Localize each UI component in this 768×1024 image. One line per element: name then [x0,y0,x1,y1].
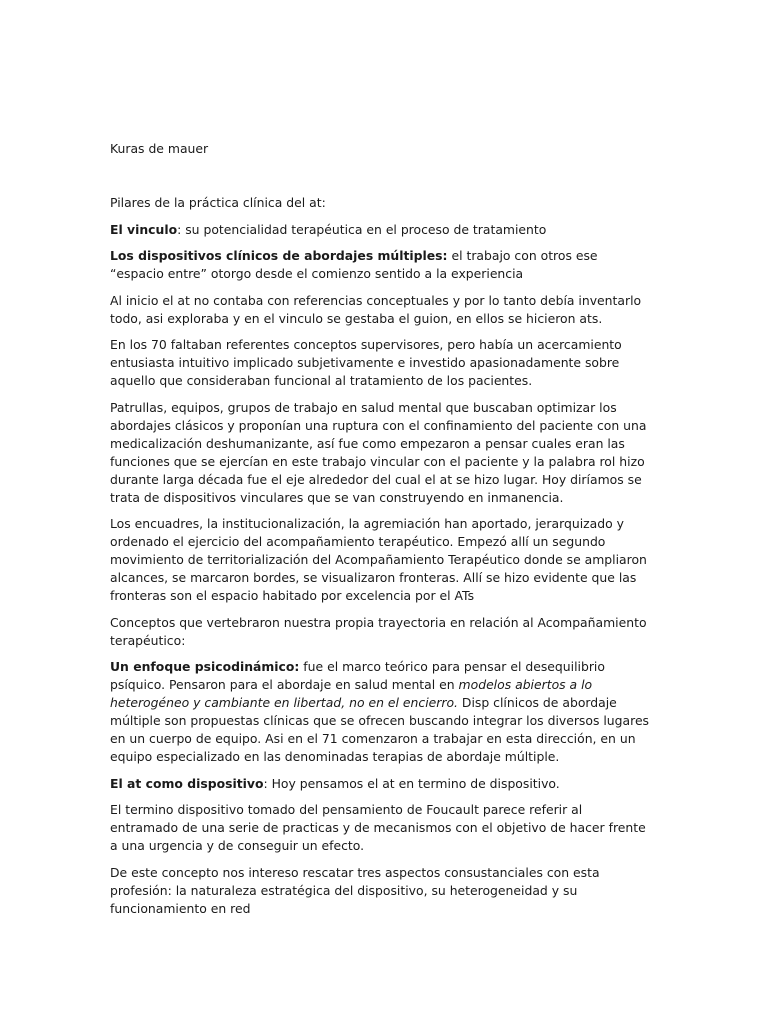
paragraph-dispositivos-text: el trabajo con otros ese “espacio entre” otorgo desde el comienzo sentido a la experiencia [110,248,598,281]
paragraph-dispositivos [110,247,650,283]
paragraph-enfoque [110,658,650,766]
paragraph-at-dispositivo-text: : Hoy pensamos el at en termino de dispositivo. [263,775,560,791]
term-dispositivos: Los dispositivos clínicos de abordajes múltiples: [110,248,448,263]
paragraph-conceptos: Conceptos que vertebraron nuestra propia trayectoria en relación al Acompañamiento terapéutico: [110,614,647,648]
term-vinculo: El vinculo [110,221,178,237]
paragraph-enfoque-text1: fue el marco teórico para pensar el desequilibrio psíquico. Pensaron para el abordaje en salud mental en [110,659,605,692]
document-body [110,140,650,926]
paragraph-vinculo [110,221,650,239]
paragraph-encuadres: Los encuadres, la institucionalización, la agremiación han aportado, jerarquizado y ordenado el ejercicio del acompañamiento terapéutico. Empezó allí un segundo movimiento de territorialización del Acompañamiento Terapéutico donde se ampliaron alcances, se marcaron bordes, se visualizaron fronteras. Allí se hizo evidente que las fronteras son el espacio habitado por excelencia por el ATs [110,516,647,603]
paragraph-concepto: De este concepto nos intereso rescatar tres aspectos consustanciales con esta profesión: la naturaleza estratégica del dispositivo, su heterogeneidad y su funcionamiento en red [110,864,600,916]
term-at-dispositivo: El at como dispositivo [110,775,264,791]
paragraph-foucault: El termino dispositivo tomado del pensamiento de Foucault parece referir al entramado de una serie de practicas y de mecanismos con el objetivo de hacer frente a una urgencia y de conseguir un efecto. [110,802,646,853]
paragraph-inicio: Al inicio el at no contaba con referencias conceptuales y por lo tanto debía inventarlo todo, asi exploraba y en el vinculo se gestaba el guion, en ellos se hicieron ats. [110,292,642,326]
paragraph-at-dispositivo [110,775,650,793]
author-line: Kuras de mauer [110,141,209,156]
paragraph-vinculo-text: : su potencialidad terapéutica en el proceso de tratamiento [177,221,547,237]
paragraph-70s: En los 70 faltaban referentes conceptos supervisores, pero había un acercamiento entusiasta intuitivo implicado subjetivamente e investido apasionadamente sobre aquello que consideraban funcional al tratamiento de los pacientes. [110,337,622,388]
paragraph-enfoque-text2: Disp clínicos de abordaje múltiple son propuestas clínicas que se ofrecen buscando integrar los diversos lugares en un cuerpo de equipo. Asi en el 71 comenzaron a trabajar en esta dirección, en un equipo especializado en las denominadas terapias de abordaje múltiple. [110,695,650,764]
paragraph-patrullas: Patrullas, equipos, grupos de trabajo en salud mental que buscaban optimizar los abordajes clásicos y proponían una ruptura con el confinamiento del paciente con una medicalización deshumanizante, así fue como empezaron a pensar cuales eran las funciones que se ejercían en este trabajo vincular con el paciente y la palabra rol hizo durante larga década fue el eje alrededor del cual el at se hizo lugar. Hoy diríamos se trata de dispositivos vinculares que se van construyendo en inmanencia. [110,399,647,505]
paragraph-enfoque-italic: modelos abiertos a lo heterogéneo y cambiante en libertad, no en el encierro. [110,677,593,710]
term-enfoque: Un enfoque psicodinámico: [110,659,300,674]
section-heading: Pilares de la práctica clínica del at: [110,195,326,210]
